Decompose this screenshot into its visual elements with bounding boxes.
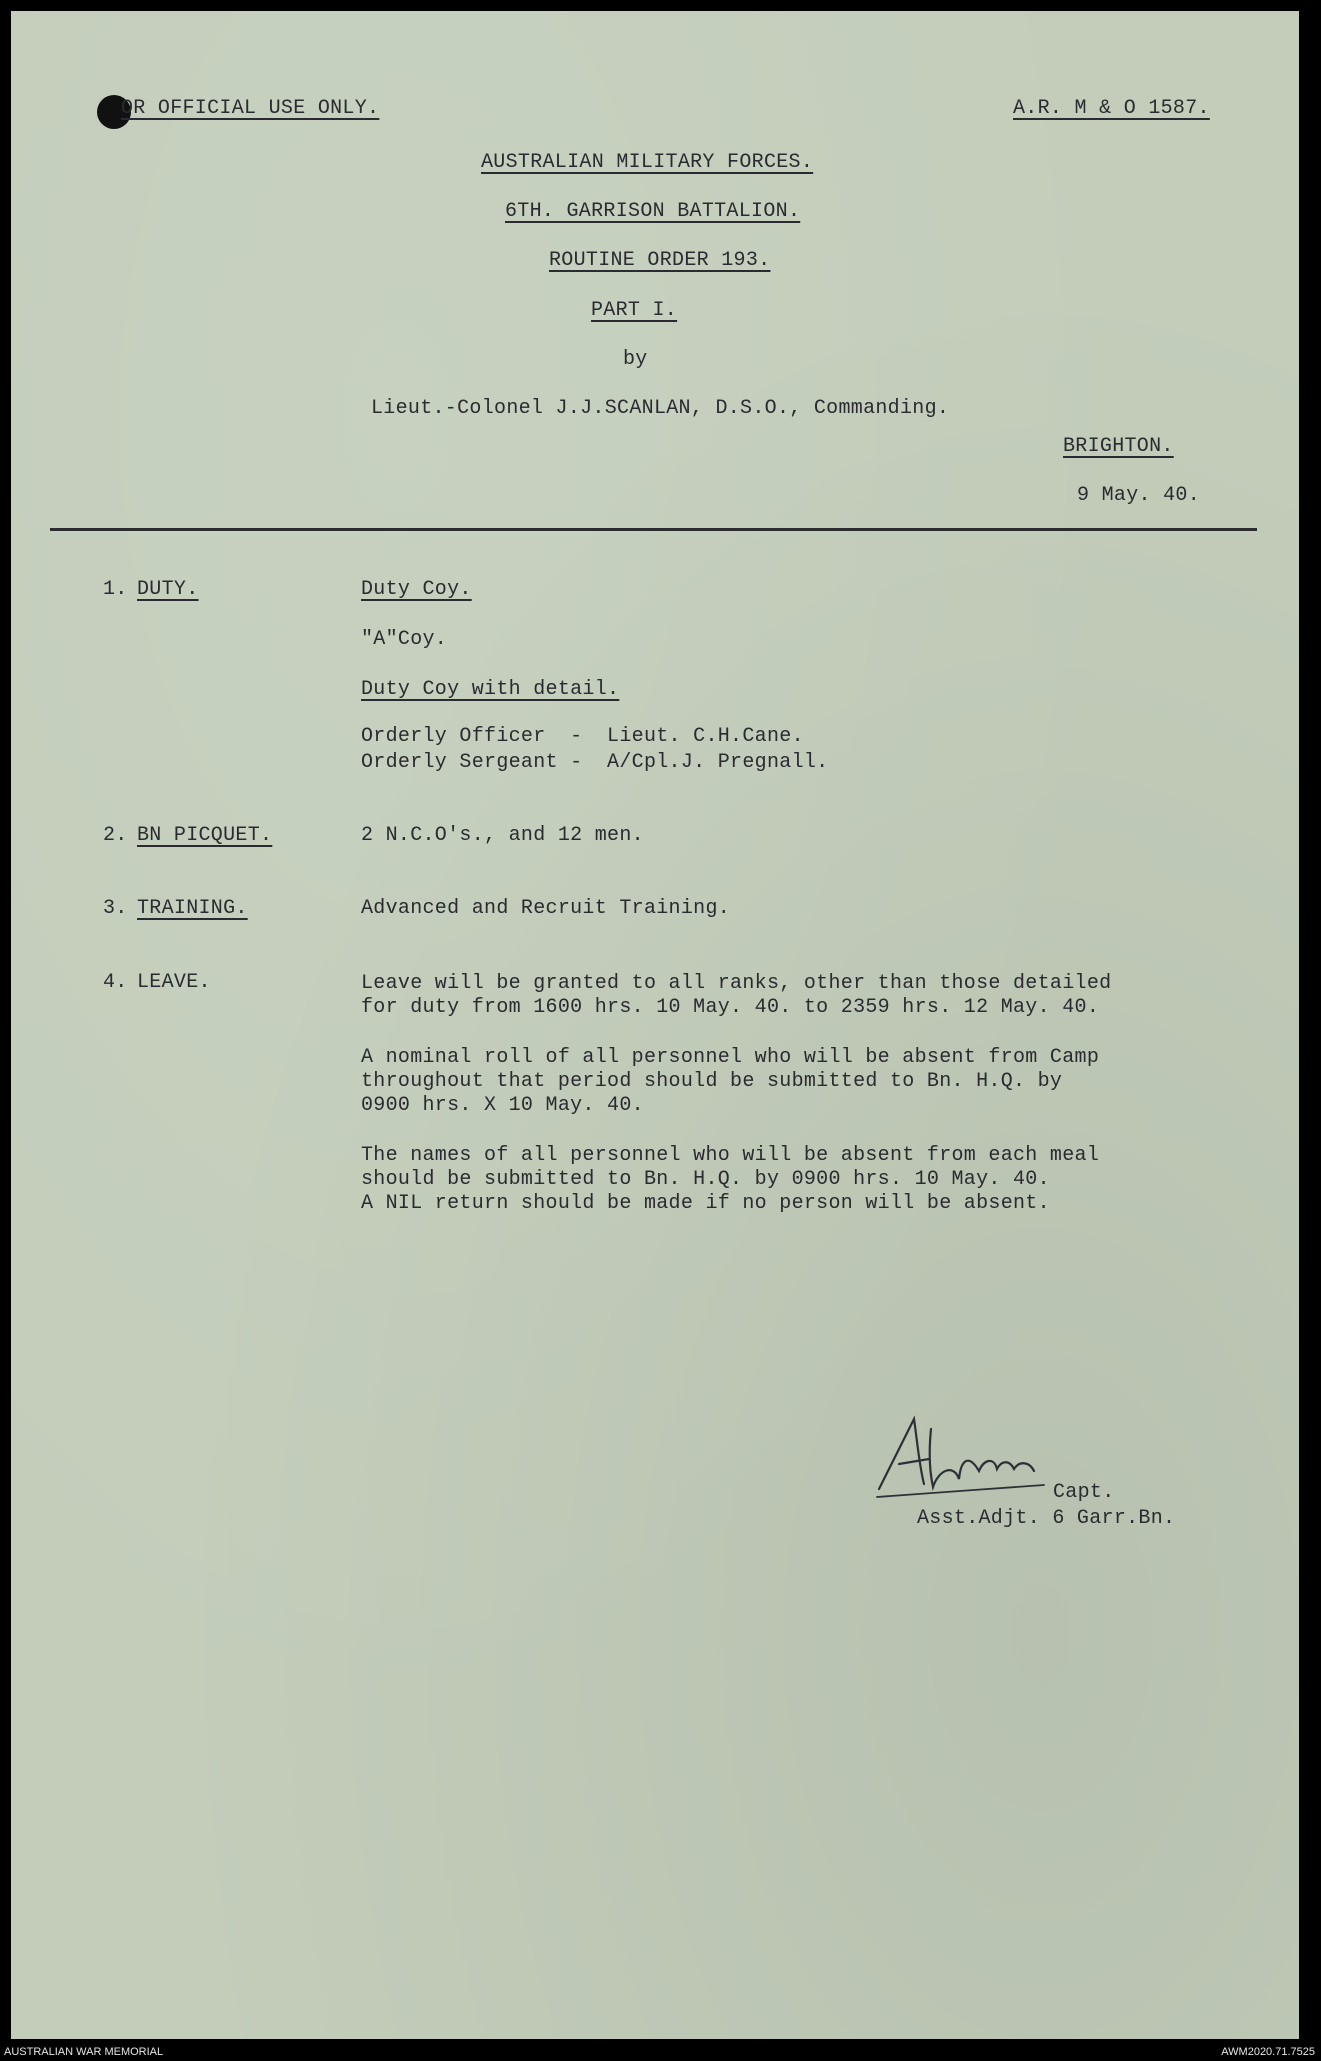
classification-label: OR OFFICIAL USE ONLY. [121, 97, 380, 120]
item-4-heading: LEAVE. [137, 971, 211, 994]
date: 9 May. 40. [1077, 484, 1201, 507]
item-3-number: 3. [103, 897, 128, 920]
reference-number: A.R. M & O 1587. [1013, 97, 1210, 120]
footer-institution: AUSTRALIAN WAR MEMORIAL [4, 2046, 164, 2058]
document-page [11, 11, 1299, 2039]
item-1-heading: DUTY. [137, 578, 199, 601]
item-3-heading: TRAINING. [137, 897, 248, 920]
footer-accession-number: AWM2020.71.7525 [1221, 2046, 1315, 2058]
duty-detail-label: Duty Coy with detail. [361, 678, 620, 701]
commander-line: Lieut.-Colonel J.J.SCANLAN, D.S.O., Commanding. [371, 397, 950, 420]
duty-coy-value: "A"Coy. [361, 628, 448, 651]
signatory-rank: Capt. [1053, 1481, 1115, 1504]
orderly-sergeant: Orderly Sergeant - A/Cpl.J. Pregnall. [361, 751, 829, 774]
item-4-number: 4. [103, 971, 128, 994]
part-title: PART I. [591, 299, 678, 322]
leave-paragraph-3: The names of all personnel who will be absent from each meal should be submitted to Bn. H.Q. by 0900 hrs. 10 May. 40. A NIL return should be made if no person will be absent. [361, 1144, 1100, 1215]
handwritten-signature [869, 1409, 1059, 1509]
place: BRIGHTON. [1063, 435, 1174, 458]
item-2-heading: BN PICQUET. [137, 824, 273, 847]
orderly-officer: Orderly Officer - Lieut. C.H.Cane. [361, 725, 804, 748]
org-title: AUSTRALIAN MILITARY FORCES. [481, 151, 814, 174]
by-text: by [623, 348, 648, 371]
picquet-text: 2 N.C.O's., and 12 men. [361, 824, 644, 847]
header-divider [50, 528, 1257, 531]
order-title: ROUTINE ORDER 193. [549, 249, 771, 272]
unit-title: 6TH. GARRISON BATTALION. [505, 200, 801, 223]
signatory-appointment: Asst.Adjt. 6 Garr.Bn. [917, 1507, 1176, 1530]
training-text: Advanced and Recruit Training. [361, 897, 731, 920]
leave-paragraph-2: A nominal roll of all personnel who will be absent from Camp throughout that period should be submitted to Bn. H.Q. by 0900 hrs. X 10 May. 40. [361, 1046, 1100, 1117]
leave-paragraph-1: Leave will be granted to all ranks, other than those detailed for duty from 1600 hrs. 10 May. 40. to 2359 hrs. 12 May. 40. [361, 972, 1112, 1019]
item-2-number: 2. [103, 824, 128, 847]
item-1-number: 1. [103, 578, 128, 601]
duty-coy-label: Duty Coy. [361, 578, 472, 601]
